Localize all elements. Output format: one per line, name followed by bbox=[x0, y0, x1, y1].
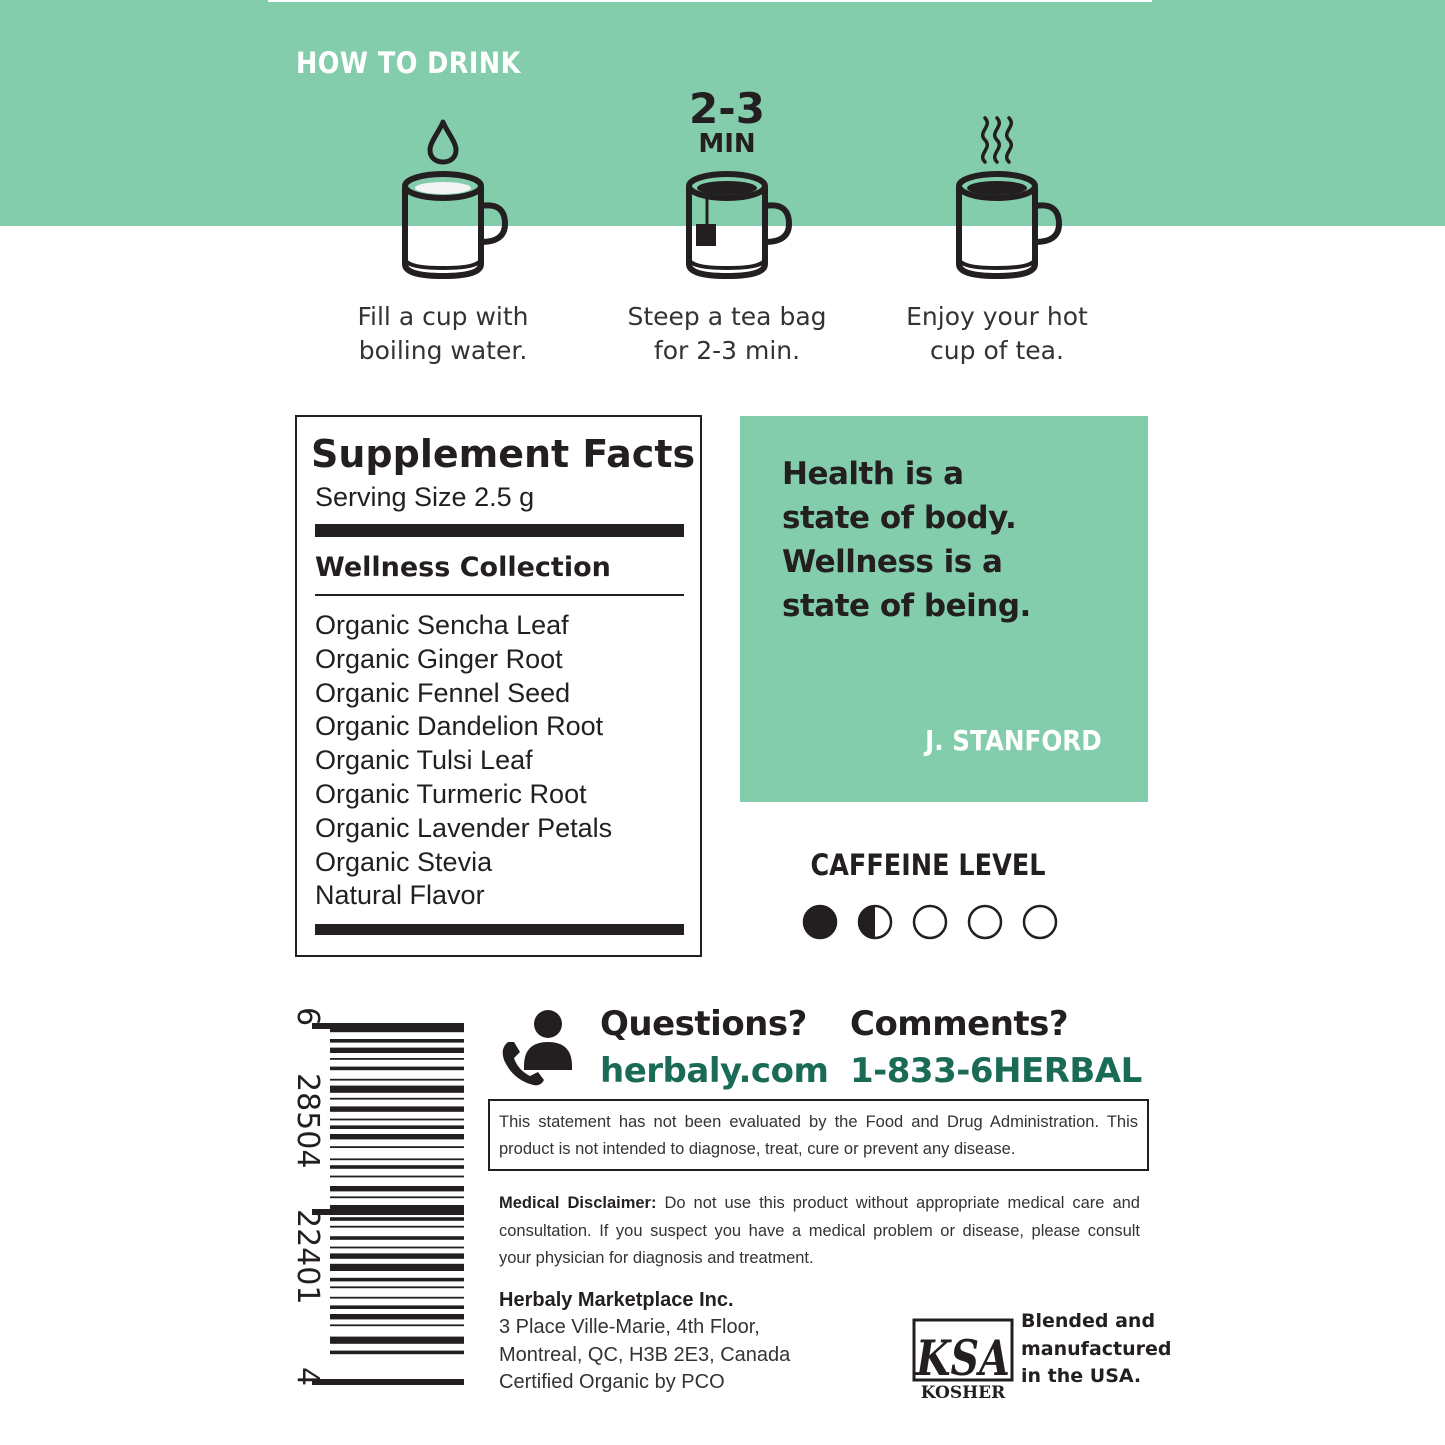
barcode-bar bbox=[330, 1025, 464, 1032]
made-in-usa: Blended and manufactured in the USA. bbox=[1021, 1310, 1172, 1387]
facts-divider-thin bbox=[315, 594, 684, 596]
quote-text: Health is a state of body. Wellness is a state of being. bbox=[782, 456, 1031, 624]
barcode-digit: 6 bbox=[290, 1007, 325, 1027]
barcode-bar bbox=[330, 1119, 464, 1121]
comments-heading: Comments? bbox=[850, 1004, 1069, 1044]
barcode-bar bbox=[330, 1297, 464, 1299]
kosher-logo-text: KSA bbox=[916, 1330, 1010, 1388]
website-link[interactable]: herbaly.com bbox=[600, 1051, 829, 1091]
kosher-logo bbox=[912, 1318, 1016, 1404]
supplement-facts-panel bbox=[295, 415, 702, 957]
band-edge bbox=[268, 0, 1152, 2]
steep-time-value: 2-3 bbox=[689, 84, 765, 133]
step-2-text: Steep a tea bag for 2-3 min. bbox=[627, 302, 827, 365]
barcode-bar bbox=[330, 1253, 464, 1258]
ingredient-item: Organic Stevia bbox=[315, 846, 493, 877]
step-1-text: Fill a cup with boiling water. bbox=[357, 302, 529, 365]
company-info bbox=[499, 1287, 790, 1396]
caffeine-dot bbox=[914, 906, 946, 938]
barcode-bar bbox=[330, 1039, 464, 1043]
barcode-bar bbox=[330, 1158, 464, 1160]
barcode-bar bbox=[330, 1079, 464, 1081]
quote-panel bbox=[740, 416, 1148, 802]
barcode-bar bbox=[330, 1186, 464, 1191]
facts-divider-thick bbox=[315, 524, 684, 537]
caffeine-dot bbox=[1024, 906, 1056, 938]
customer-support-icon bbox=[498, 1008, 578, 1088]
barcode-bar bbox=[330, 1324, 464, 1326]
steep-time-unit: MIN bbox=[698, 129, 756, 159]
questions-heading: Questions? bbox=[600, 1004, 807, 1044]
collection-name: Wellness Collection bbox=[315, 552, 611, 583]
caffeine-dot bbox=[969, 906, 1001, 938]
ingredient-item: Organic Ginger Root bbox=[315, 643, 563, 674]
ingredient-item: Natural Flavor bbox=[315, 880, 485, 911]
barcode-bar bbox=[330, 1067, 464, 1071]
barcode-bar bbox=[330, 1098, 464, 1100]
barcode-bar bbox=[330, 1134, 464, 1139]
barcode-bar bbox=[330, 1205, 464, 1212]
facts-title: Supplement Facts bbox=[311, 432, 696, 476]
barcode-digit: 22401 bbox=[290, 1209, 325, 1305]
barcode bbox=[290, 995, 470, 1395]
barcode-bar bbox=[330, 1176, 464, 1178]
barcode-bar bbox=[330, 1264, 464, 1271]
ingredient-item: Organic Fennel Seed bbox=[315, 677, 571, 708]
barcode-bar bbox=[330, 1146, 464, 1148]
medical-disclaimer bbox=[499, 1190, 1140, 1273]
barcode-bar bbox=[330, 1058, 464, 1060]
barcode-digit: 28504 bbox=[290, 1073, 325, 1169]
caffeine-level-title: CAFFEINE LEVEL bbox=[810, 848, 1046, 882]
organic-certification: Certified Organic by PCO bbox=[499, 1370, 725, 1393]
caffeine-dot bbox=[804, 906, 836, 938]
ingredient-item: Organic Lavender Petals bbox=[315, 812, 613, 843]
ingredient-item: Organic Tulsi Leaf bbox=[315, 745, 533, 776]
barcode-bar bbox=[330, 1125, 464, 1129]
how-to-drink-title: HOW TO DRINK bbox=[296, 46, 521, 80]
ingredient-list bbox=[315, 609, 612, 913]
barcode-digit: 4 bbox=[290, 1367, 325, 1387]
facts-divider-bottom bbox=[315, 924, 684, 935]
company-address-line-1: 3 Place Ville-Marie, 4th Floor, bbox=[499, 1316, 760, 1339]
barcode-bar bbox=[330, 1226, 464, 1228]
caffeine-dot bbox=[859, 906, 891, 938]
barcode-bar bbox=[330, 1278, 464, 1282]
medical-disclaimer-label: Medical Disclaimer: bbox=[499, 1194, 657, 1212]
fda-statement: This statement has not been evaluated by the Food and Drug Administration. This product is not intended to diagnose, treat, cure or prevent any disease. bbox=[488, 1099, 1149, 1171]
kosher-caption: KOSHER bbox=[920, 1383, 1006, 1403]
barcode-bar bbox=[330, 1236, 464, 1240]
barcode-bar bbox=[330, 1217, 464, 1221]
barcode-bar bbox=[330, 1196, 464, 1198]
ingredient-item: Organic Turmeric Root bbox=[315, 778, 587, 809]
barcode-bar bbox=[330, 1086, 464, 1093]
step-3-text: Enjoy your hot cup of tea. bbox=[906, 302, 1088, 365]
company-name: Herbaly Marketplace Inc. bbox=[499, 1289, 734, 1311]
serving-size: Serving Size 2.5 g bbox=[315, 482, 535, 512]
company-address-line-2: Montreal, QC, H3B 2E3, Canada bbox=[499, 1343, 791, 1366]
caffeine-level-meter bbox=[800, 902, 1060, 942]
barcode-bar bbox=[330, 1337, 464, 1344]
barcode-bar bbox=[330, 1314, 464, 1319]
barcode-bar bbox=[330, 1305, 464, 1309]
medical-disclaimer-text: Do not use this product without appropriate medical care and consultation. If you suspect you have a medical problem or disease, please consult your physician for diagnosis and treatment. bbox=[499, 1194, 1140, 1267]
barcode-bar bbox=[330, 1247, 464, 1249]
ingredient-item: Organic Sencha Leaf bbox=[315, 610, 569, 640]
ingredient-item: Organic Dandelion Root bbox=[315, 711, 604, 742]
barcode-bar bbox=[330, 1106, 464, 1111]
barcode-bar bbox=[330, 1048, 464, 1053]
barcode-bar bbox=[330, 1351, 464, 1355]
tea-bag-mug-icon bbox=[683, 118, 795, 280]
barcode-bars bbox=[312, 1023, 464, 1385]
water-drop-icon bbox=[399, 118, 511, 280]
mug-icon bbox=[405, 174, 505, 276]
barcode-bar bbox=[330, 1165, 464, 1169]
phone-number[interactable]: 1-833-6HERBAL bbox=[850, 1051, 1142, 1091]
barcode-bar bbox=[312, 1379, 464, 1385]
barcode-bar bbox=[330, 1286, 464, 1288]
steaming-mug-icon bbox=[953, 110, 1065, 280]
quote-author: J. STANFORD bbox=[925, 724, 1102, 757]
